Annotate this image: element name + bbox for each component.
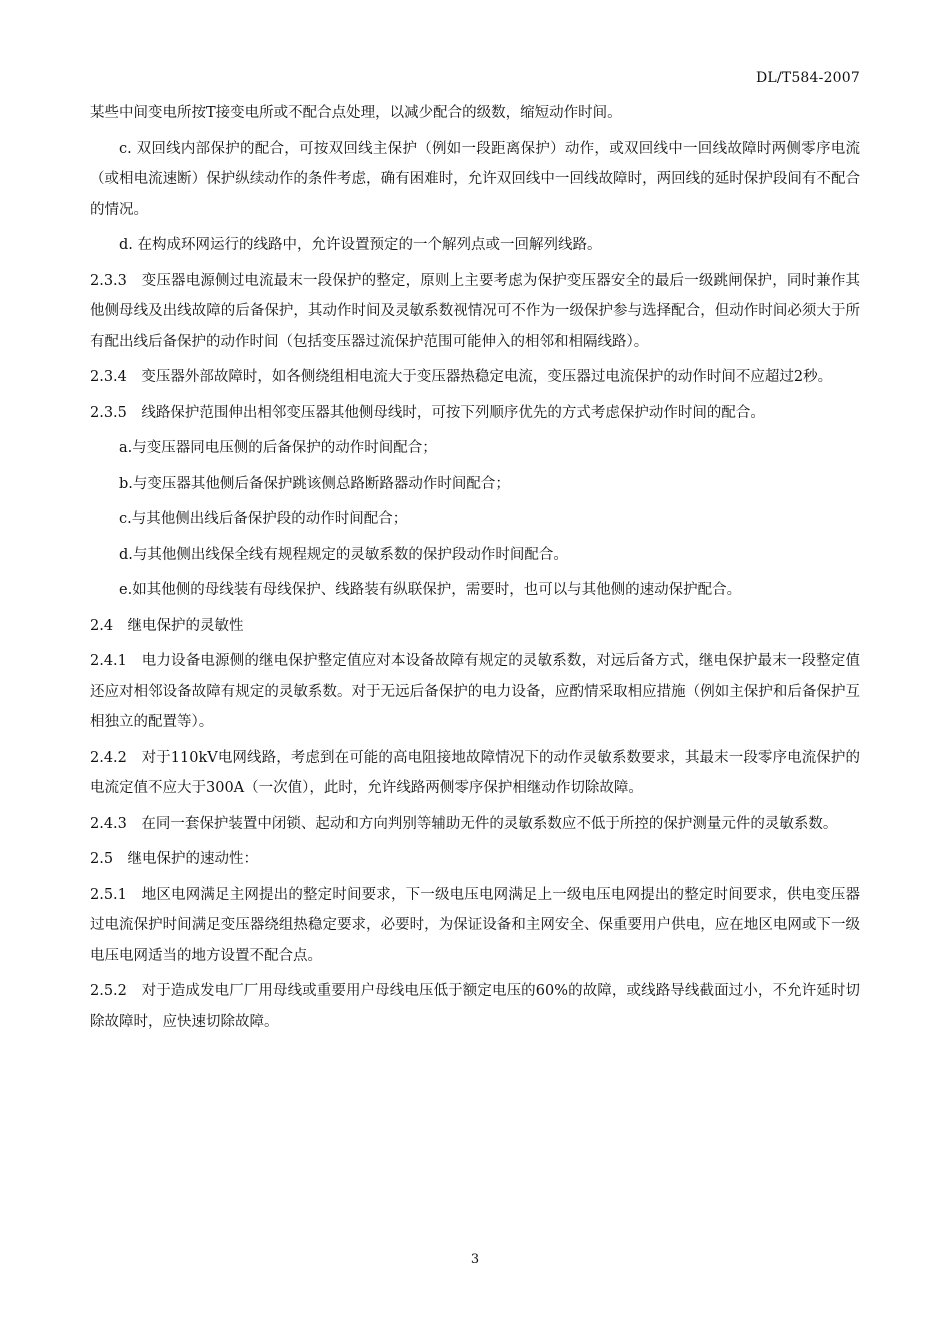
clause-2-4-1: 2.4.1 电力设备电源侧的继电保护整定值应对本设备故障有规定的灵敏系数，对远后备方式，继电保护最末一段整定值还应对相邻设备故障有规定的灵敏系数。对于无远后备保护的电力设备，应酌情采取相应措施（例如主保护和后备保护互相独立的配置等）。 <box>90 653 860 730</box>
clause-2-5-1: 2.5.1 地区电网满足主网提出的整定时间要求，下一级电压电网满足上一级电压电网提出的整定时间要求，供电变压器过电流保护时间满足变压器绕组热稳定要求，必要时，为保证设备和主网安全、保重要用户供电，应在地区电网或下一级电压电网适当的地方设置不配合点。 <box>90 886 860 964</box>
page-number: 3 <box>470 1252 480 1267</box>
clause-2-3-5: 2.3.5 线路保护范围伸出相邻变压器其他侧母线时，可按下列顺序优先的方式考虑保护动作时间的配合。 <box>90 404 765 421</box>
paragraph-item-d: d. 在构成环网运行的线路中，允许设置预定的一个解列点或一回解列线路。 <box>119 237 602 253</box>
clause-2-4-2: 2.4.2 对于110kV电网线路，考虑到在可能的高电阻接地故障情况下的动作灵敏系数要求，其最末一段零序电流保护的电流定值不应大于300A（一次值），此时，允许线路两侧零序保护相继动作切除故障。 <box>90 749 860 796</box>
clause-2-3-3: 2.3.3 变压器电源侧过电流最末一段保护的整定，原则上主要考虑为保护变压器安全的最后一级跳闸保护，同时兼作其他侧母线及出线故障的后备保护，其动作时间及灵敏系数视情况可不作为一级保护参与选择配合，但动作时间必须大于所有配出线后备保护的动作时间（包括变压器过流保护范围可能伸入的相邻和相隔线路）。 <box>90 272 860 350</box>
paragraph-continuation: 某些中间变电所按T接变电所或不配合点处理，以减少配合的级数，缩短动作时间。 <box>90 105 622 121</box>
page-body <box>90 98 860 1042</box>
section-heading-2-5: 2.5 继电保护的速动性： <box>90 851 259 867</box>
list-item-e: e.如其他侧的母线装有母线保护、线路装有纵联保护，需要时，也可以与其他侧的速动保护配合。 <box>119 582 742 598</box>
list-item-a: a.与变压器同电压侧的后备保护的动作时间配合； <box>119 440 437 456</box>
paragraph-item-c: c. 双回线内部保护的配合，可按双回线主保护（例如一段距离保护）动作，或双回线中一回线故障时两侧零序电流（或相电流速断）保护纵续动作的条件考虑，确有困难时，允许双回线中一回线故障时，两回线的延时保护段间有不配合的情况。 <box>90 140 860 218</box>
list-item-d: d.与其他侧出线保全线有规程规定的灵敏系数的保护段动作时间配合。 <box>119 546 568 563</box>
section-heading-2-4: 2.4 继电保护的灵敏性 <box>90 617 244 634</box>
clause-2-3-4: 2.3.4 变压器外部故障时，如各侧绕组相电流大于变压器热稳定电流，变压器过电流保护的动作时间不应超过2秒。 <box>90 369 833 385</box>
list-item-b: b.与变压器其他侧后备保护跳该侧总路断路器动作时间配合； <box>119 475 510 492</box>
clause-2-5-2: 2.5.2 对于造成发电厂厂用母线或重要用户母线电压低于额定电压的60%的故障，或线路导线截面过小，不允许延时切除故障时，应快速切除故障。 <box>90 983 860 1030</box>
list-item-c: c.与其他侧出线后备保护段的动作时间配合； <box>119 511 408 527</box>
clause-2-4-3: 2.4.3 在同一套保护装置中闭锁、起动和方向判别等辅助无件的灵敏系数应不低于所控的保护测量元件的灵敏系数。 <box>90 815 838 832</box>
document-code-header: DL/T584-2007 <box>755 70 860 86</box>
